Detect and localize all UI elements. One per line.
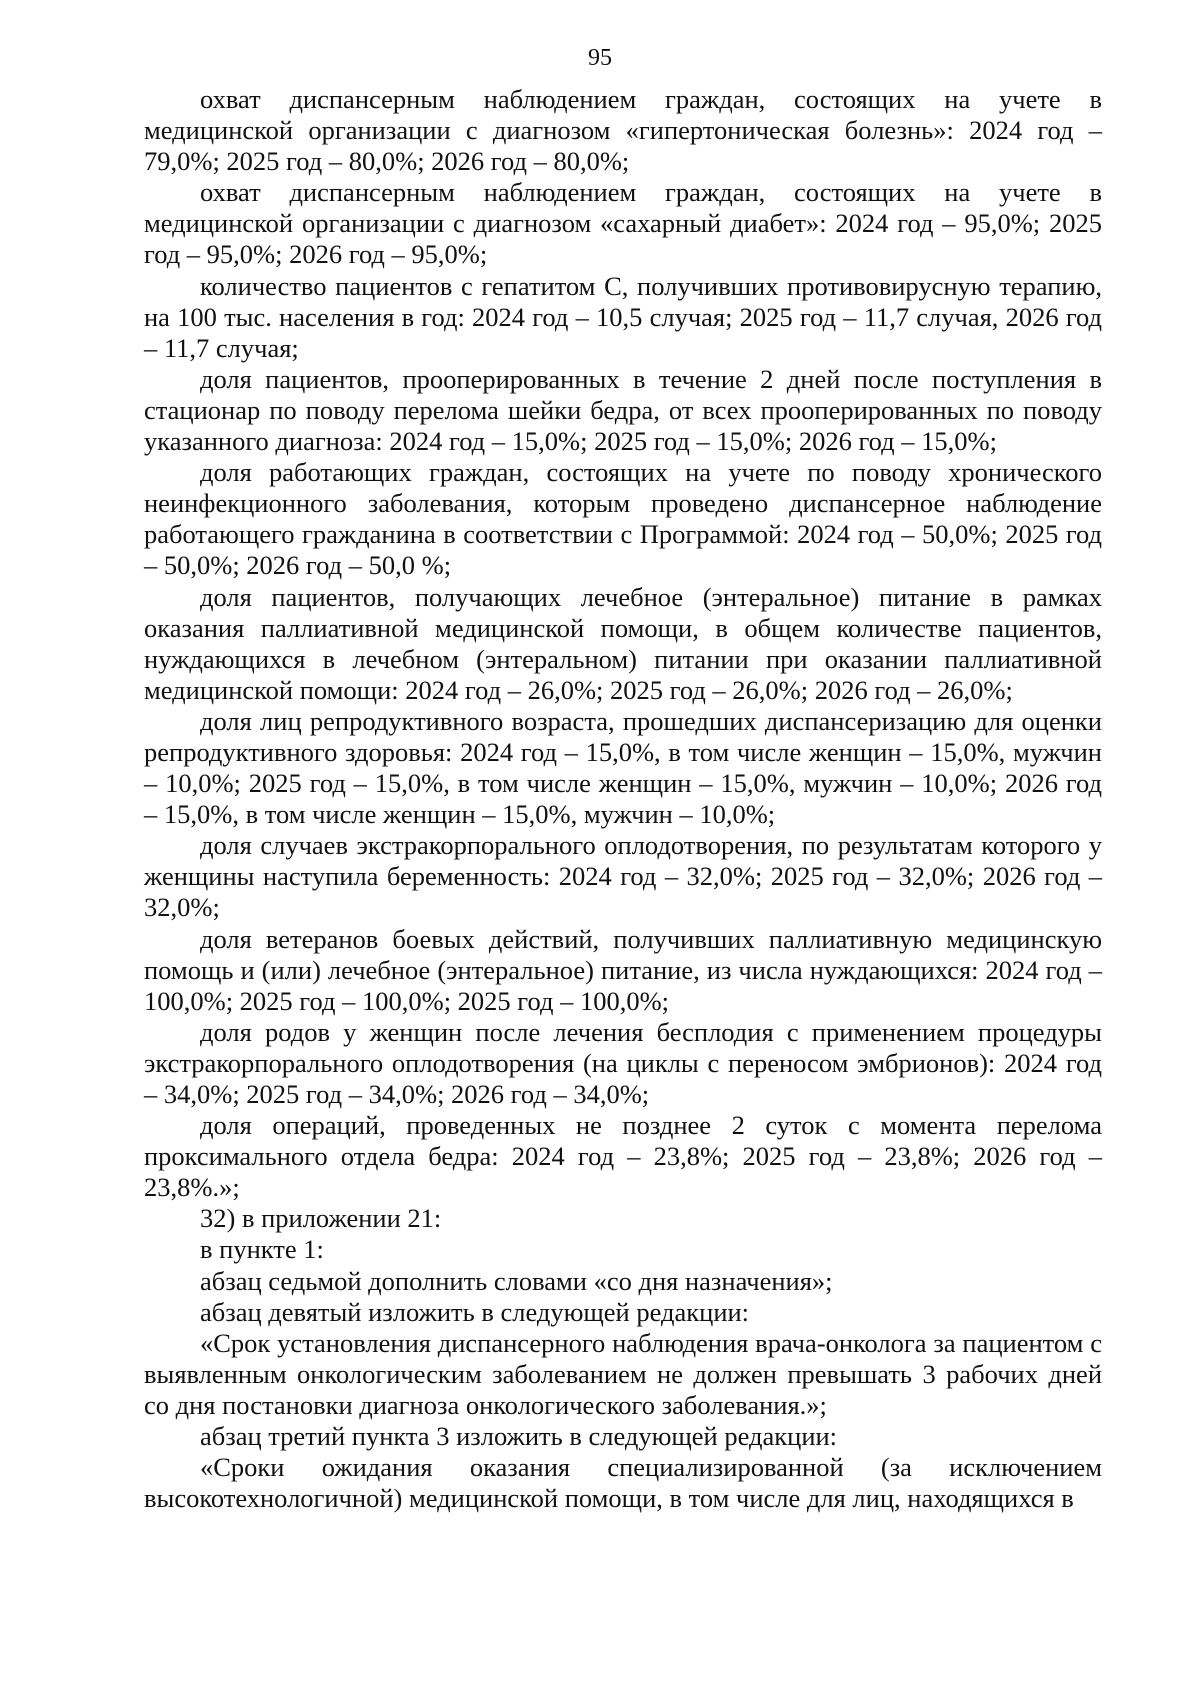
paragraph-hypertension-coverage: охват диспансерным наблюдением граждан, состоящих на учете в медицинской организации с диагнозом «гипертоническая болезнь»: 2024 год – 79,0%; 2025 год – 80,0%; 2026 год – 80,0%; — [144, 84, 1102, 177]
paragraph-diabetes-coverage: охват диспансерным наблюдением граждан, состоящих на учете в медицинской организации с диагнозом «сахарный диабет»: 2024 год – 95,0%; 2025 год – 95,0%; 2026 год – 95,0%; — [144, 177, 1102, 270]
paragraph-enteral-nutrition: доля пациентов, получающих лечебное (энтеральное) питание в рамках оказания паллиативной медицинской помощи, в общем количестве пациентов, нуждающихся в лечебном (энтеральном) питании при оказании паллиативной медицинской помощи: 2024 год – 26,0%; 2025 год – 26,0%; 2026 год – 26,0%; — [144, 581, 1102, 705]
paragraph-reproductive-screening: доля лиц репродуктивного возраста, прошедших диспансеризацию для оценки репродуктивного здоровья: 2024 год – 15,0%, в том числе женщин – 15,0%, мужчин – 10,0%; 2025 год – 15,0%, в том числе женщин – 15,0%, мужчин – 10,0%; 2026 год – 15,0%, в том числе женщин – 15,0%, мужчин – 10,0%; — [144, 705, 1102, 830]
page-number: 95 — [588, 45, 612, 71]
paragraph-hepatitis-c-therapy: количество пациентов с гепатитом С, получивших противовирусную терапию, на 100 тыс. населения в год: 2024 год – 10,5 случая; 2025 год – 11,7 случая, 2026 год – 11,7 случая; — [144, 270, 1102, 363]
document-body — [144, 84, 1102, 1514]
paragraph-ivf-pregnancy: доля случаев экстракорпорального оплодотворения, по результатам которого у женщины наступила беременность: 2024 год – 32,0%; 2025 год – 32,0%; 2026 год – 32,0%; — [144, 830, 1102, 923]
paragraph-ninth-abzac: абзац девятый изложить в следующей редакции: — [200, 1296, 750, 1327]
paragraph-proximal-femur-operations: доля операций, проведенных не позднее 2 суток с момента перелома проксимального отдела бедра: 2024 год – 23,8%; 2025 год – 23,8%; 2026 год – 23,8%.»; — [144, 1110, 1102, 1203]
paragraph-veterans-palliative-care: доля ветеранов боевых действий, получивших паллиативную медицинскую помощь и (или) лечебное (энтеральное) питание, из числа нуждающихся: 2024 год – 100,0%; 2025 год – 100,0%; 2025 год – 100,0%; — [144, 923, 1102, 1016]
paragraph-hip-fracture-surgery: доля пациентов, прооперированных в течение 2 дней после поступления в стационар по поводу перелома шейки бедра, от всех прооперированных по поводу указанного диагноза: 2024 год – 15,0%; 2025 год – 15,0%; 2026 год – 15,0%; — [144, 363, 1102, 457]
paragraph-appendix-21: 32) в приложении 21: — [200, 1203, 442, 1234]
paragraph-seventh-abzac: абзац седьмой дополнить словами «со дня назначения»; — [200, 1265, 833, 1296]
paragraph-point-3-third-abzac: абзац третий пункта 3 изложить в следующей редакции: — [200, 1421, 838, 1452]
paragraph-point-1: в пункте 1: — [200, 1234, 324, 1265]
paragraph-ivf-births: доля родов у женщин после лечения бесплодия с применением процедуры экстракорпорального оплодотворения (на циклы с переносом эмбрионов): 2024 год – 34,0%; 2025 год – 34,0%; 2026 год – 34,0%; — [144, 1016, 1102, 1109]
paragraph-oncology-observation-term: «Срок установления диспансерного наблюдения врача-онколога за пациентом с выявленным онкологическим заболеванием не должен превышать 3 рабочих дней со дня постановки диагноза онкологического заболевания.»; — [144, 1327, 1102, 1420]
paragraph-specialized-care-waiting: «Сроки ожидания оказания специализированной (за исключением высокотехнологичной) медицинской помощи, в том числе для лиц, находящихся в — [144, 1452, 1102, 1514]
paragraph-working-citizens-observation: доля работающих граждан, состоящих на учете по поводу хронического неинфекционного заболевания, которым проведено диспансерное наблюдение работающего гражданина в соответствии с Программой: 2024 год – 50,0%; 2025 год – 50,0%; 2026 год – 50,0 %; — [144, 457, 1102, 581]
